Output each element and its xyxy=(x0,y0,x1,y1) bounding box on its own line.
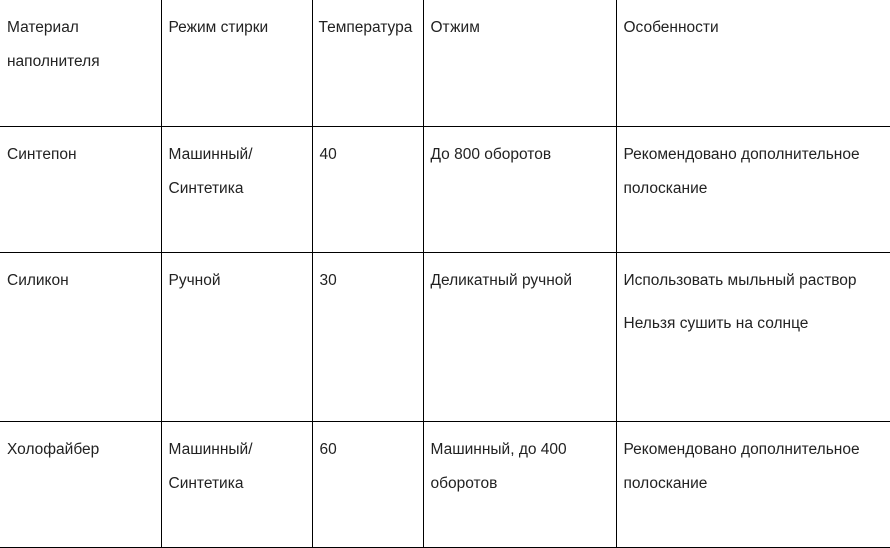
cell-wash-mode xyxy=(161,421,312,547)
header-spin-label: Отжим xyxy=(430,19,480,36)
cell-material xyxy=(0,126,161,252)
header-temperature-label: Температура xyxy=(318,19,413,36)
wash-mode-line: Синтетика xyxy=(168,179,244,197)
header-temperature xyxy=(312,0,423,126)
header-spin xyxy=(423,0,616,126)
header-material xyxy=(0,0,161,126)
cell-temperature xyxy=(312,421,423,547)
table-row xyxy=(0,421,890,547)
cell-wash-mode xyxy=(161,252,312,421)
table-row xyxy=(0,252,890,421)
cell-spin xyxy=(423,421,616,547)
features-line: полоскание xyxy=(623,179,708,197)
cell-material xyxy=(0,421,161,547)
temperature-value: 40 xyxy=(319,145,337,163)
cell-spin xyxy=(423,126,616,252)
cell-temperature xyxy=(312,252,423,421)
material-value: Холофайбер xyxy=(7,440,100,458)
paragraph-gap xyxy=(624,298,883,307)
header-material-line: наполнителя xyxy=(7,53,100,70)
spin-line: Деликатный ручной xyxy=(430,271,573,289)
material-value: Силикон xyxy=(7,271,69,289)
wash-mode-line: Ручной xyxy=(168,271,221,289)
features-line: полоскание xyxy=(623,474,708,492)
table-row xyxy=(0,126,890,252)
header-wash-mode-label: Режим стирки xyxy=(168,19,269,36)
wash-mode-line: Машинный/ xyxy=(168,145,253,163)
features-line: Рекомендовано дополнительное xyxy=(623,440,860,458)
features-line: Нельзя сушить на солнце xyxy=(623,314,809,332)
cell-features xyxy=(616,252,890,421)
spin-line: оборотов xyxy=(430,474,498,492)
features-line: Рекомендовано дополнительное xyxy=(623,145,860,163)
wash-mode-line: Машинный/ xyxy=(168,440,253,458)
table-header-row xyxy=(0,0,890,126)
cell-wash-mode xyxy=(161,126,312,252)
cell-features xyxy=(616,126,890,252)
spin-line: До 800 оборотов xyxy=(430,145,552,163)
header-wash-mode xyxy=(161,0,312,126)
header-material-line: Материал xyxy=(7,19,79,36)
header-features xyxy=(616,0,890,126)
temperature-value: 60 xyxy=(319,440,337,458)
header-features-label: Особенности xyxy=(623,19,719,36)
cell-features xyxy=(616,421,890,547)
cell-material xyxy=(0,252,161,421)
temperature-value: 30 xyxy=(319,271,337,289)
wash-mode-line: Синтетика xyxy=(168,474,244,492)
material-value: Синтепон xyxy=(7,145,77,163)
spin-line: Машинный, до 400 xyxy=(430,440,567,458)
cell-temperature xyxy=(312,126,423,252)
features-line: Использовать мыльный раствор xyxy=(623,271,857,289)
cell-spin xyxy=(423,252,616,421)
